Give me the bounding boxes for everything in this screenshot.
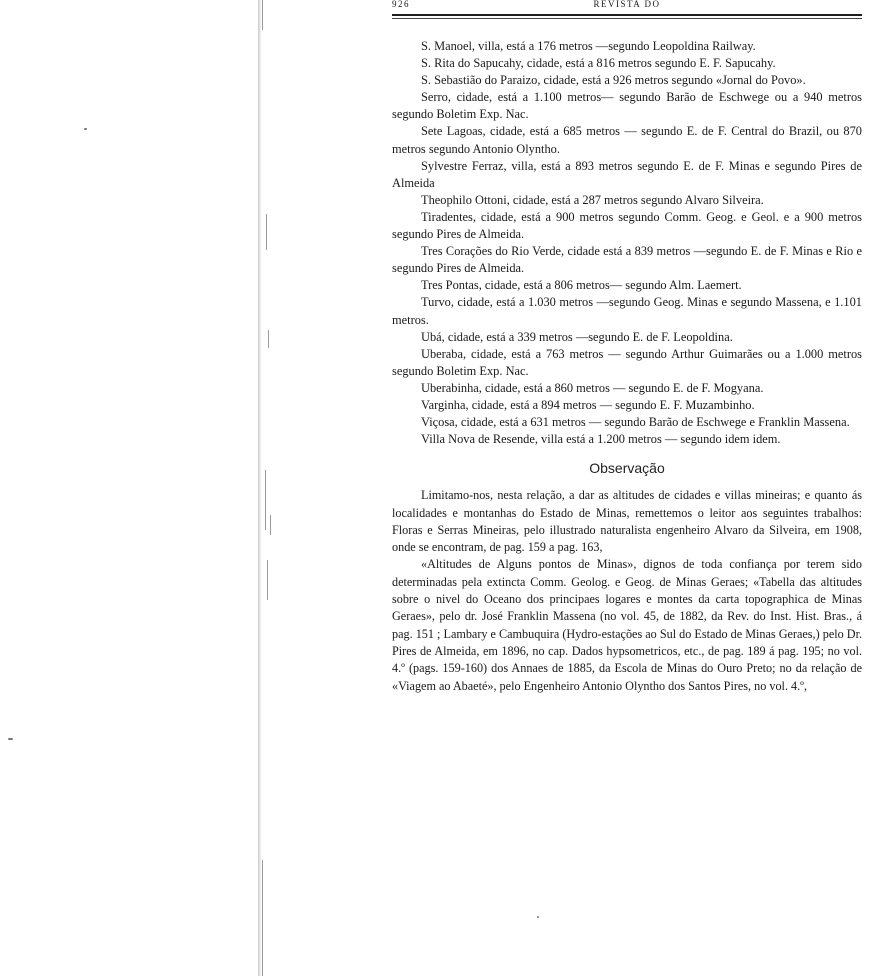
list-item: Sylvestre Ferraz, villa, está a 893 metros segundo E. de F. Minas e segundo Pires de Almeida — [392, 158, 862, 190]
page-number: 926 — [392, 0, 410, 9]
scan-speck — [84, 128, 87, 130]
running-title: REVISTA DO — [593, 0, 661, 9]
list-item: Villa Nova de Resende, villa está a 1.200 metros — segundo idem idem. — [421, 432, 781, 447]
list-item: S. Manoel, villa, está a 176 metros —segundo Leopoldina Railway. — [421, 39, 756, 53]
list-item: Viçosa, cidade, está a 631 metros — segundo Barão de Eschwege e Franklin Massena. — [421, 415, 850, 430]
list-item: Tres Corações do Rio Verde, cidade está a 839 metros —segundo E. de F. Minas e Rio e segundo Pires de Almeida. — [392, 244, 862, 276]
list-item: Turvo, cidade, está a 1.030 metros —segundo Geog. Minas e segundo Massena, e 1.101 metros. — [392, 295, 862, 327]
list-item: Serro, cidade, está a 1.100 metros— segundo Barão de Eschwege ou a 940 metros segundo Boletim Exp. Nac. — [392, 90, 862, 122]
list-item: Varginha, cidade, está a 894 metros — segundo E. F. Muzambinho. — [421, 397, 755, 412]
list-item: S. Sebastião do Paraizo, cidade, está a 926 metros segundo «Jornal do Povo». — [421, 73, 806, 88]
page-gutter — [258, 0, 261, 976]
list-item: Sete Lagoas, cidade, está a 685 metros — segundo E. de F. Central do Brazil, ou 870 metros segundo Antonio Olyntho. — [392, 124, 862, 156]
running-header — [392, 0, 862, 16]
paragraph: «Altitudes de Alguns pontos de Minas», dignos de toda confiança por terem sido determinadas pela extincta Comm. Geolog. e Geog. de Minas Geraes; «Tabella das altitudes sobre o nivel do Oceano dos principaes logares e montes da carta topographica de Minas Geraes», pelo dr. José Franklin Massena (no vol. 45, de 1882, da Rev. do Inst. Hist. Bras., á pag. 151 ; Lambary e Cambuquira (Hydro-estações ao Sul do Estado de Minas Geraes,) pelo Dr. Pires de Almeida, em 1896, no cap. Dados hypsometricos, etc., de pag. 189 á pag. 195; no vol. 4.º (pags. 159-160) dos Annaes de 1885, da Escola de Minas do Ouro Preto; no da relação de «Viagem ao Abaeté», pelo Engenheiro Antonio Olyntho dos Santos Pires, no vol. 4.º, — [392, 557, 862, 693]
list-item: Ubá, cidade, está a 339 metros —segundo E. de F. Leopoldina. — [421, 329, 733, 344]
list-item: Tres Pontas, cidade, está a 806 metros— segundo Alm. Laemert. — [421, 278, 742, 293]
header-rule — [392, 18, 862, 19]
list-item: Uberabinha, cidade, está a 860 metros — segundo E. de F. Mogyana. — [421, 380, 764, 395]
observation-text — [392, 487, 862, 695]
list-item: Tiradentes, cidade, está a 900 metros segundo Comm. Geog. e Geol. e a 900 metros segundo Pires de Almeida. — [392, 209, 862, 242]
document-page — [392, 0, 862, 695]
scan-speck — [8, 738, 13, 740]
scan-speck — [537, 916, 539, 918]
altitude-list — [392, 38, 862, 448]
list-item: Uberaba, cidade, está a 763 metros — segundo Arthur Guimarães ou a 1.000 metros segundo Boletim Exp. Nac. — [392, 346, 862, 378]
paragraph: Limitamo-nos, nesta relação, a dar as altitudes de cidades e villas mineiras; e quanto ás localidades e montanhas do Estado de Minas, remettemos o leitor aos seguintes trabalhos: Floras e Serras Mineiras, pelo illustrado naturalista engenheiro Alvaro da Silveira, em 1908, onde se encontram, de pag. 159 a pag. 163, — [392, 488, 862, 555]
section-heading: Observação — [589, 460, 665, 477]
list-item: Theophilo Ottoni, cidade, está a 287 metros segundo Alvaro Silveira. — [421, 192, 764, 207]
list-item: S. Rita do Sapucahy, cidade, está a 816 metros segundo E. F. Sapucahy. — [421, 56, 776, 71]
gutter-specks — [262, 0, 274, 976]
